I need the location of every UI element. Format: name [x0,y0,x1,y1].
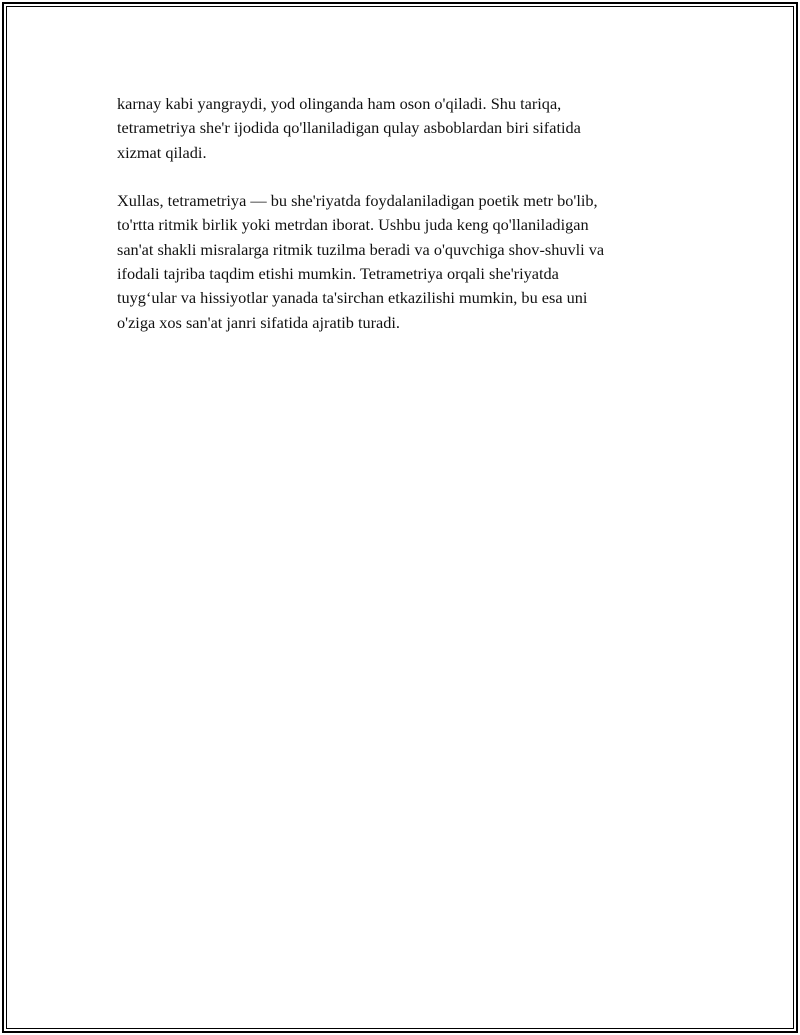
paragraph-1 [117,92,687,165]
paragraph-line: tuyg‘ular va hissiyotlar yanada ta'sirchan etkazilishi mumkin, bu esa uni [117,288,588,308]
paragraph-line: tetrametriya she'r ijodida qo'llaniladigan qulay asboblardan biri sifatida [117,118,581,138]
paragraph-line: karnay kabi yangraydi, yod olinganda ham oson o'qiladi. Shu tariqa, [117,94,562,113]
paragraph-line: ifodali tajriba taqdim etishi mumkin. Tetrametriya orqali she'riyatda [117,264,559,284]
paragraph-2 [117,189,687,335]
paragraph-line: Xullas, tetrametriya — bu she'riyatda foydalaniladigan poetik metr bo'lib, [117,191,598,211]
paragraph-line: o'ziga xos san'at janri sifatida ajratib turadi. [117,312,401,332]
paragraph-line: to'rtta ritmik birlik yoki metrdan iborat. Ushbu juda keng qo'llaniladigan [117,215,589,235]
paragraph-line: san'at shakli misralarga ritmik tuzilma beradi va o'quvchiga shov-shuvli va [117,239,605,259]
document-body [117,92,687,359]
paragraph-line: xizmat qiladi. [117,142,207,162]
